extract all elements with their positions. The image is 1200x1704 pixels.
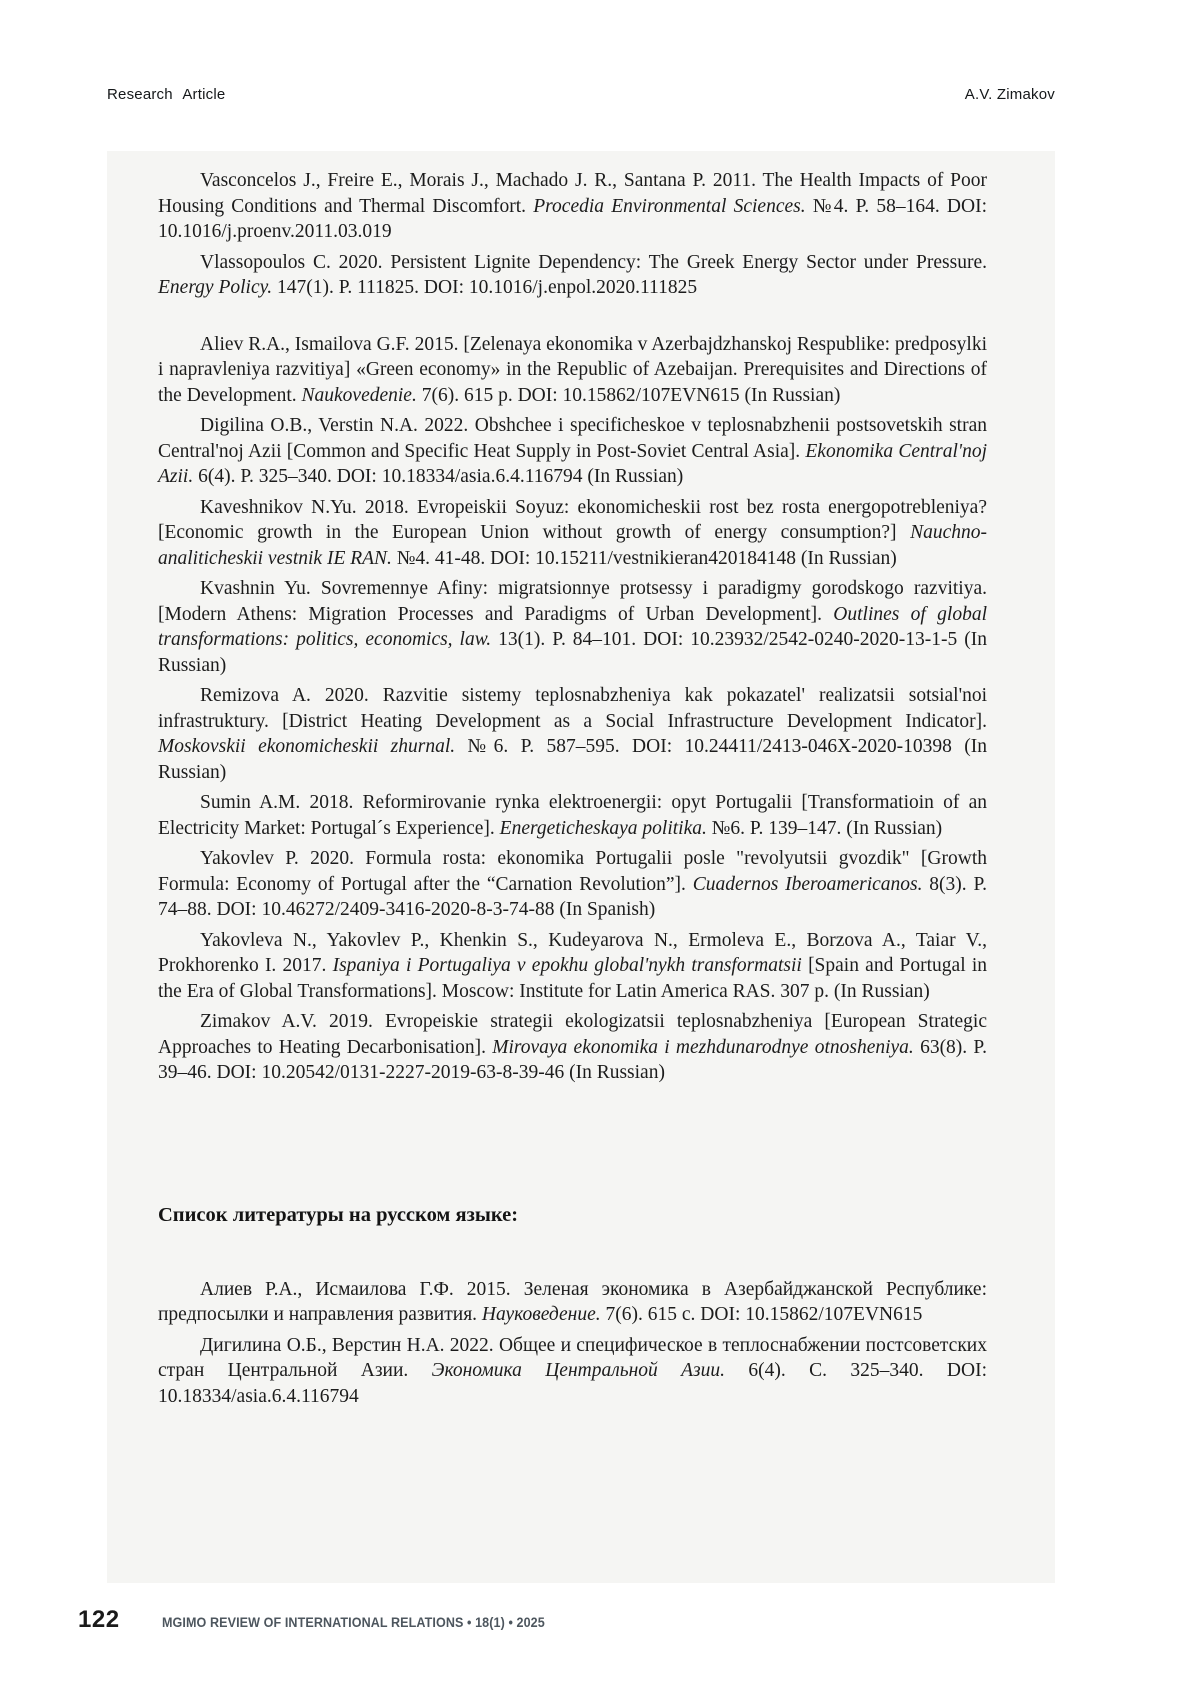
reference-item: Yakovlev P. 2020. Formula rosta: ekonomika Portugalii posle "revolyutsii gvozdik" [Growth Formula: Economy of Portugal after the “Carnation Revolution”]. Cuadernos Iberoamericanos. 8(3). P. 74–88. DOI: 10.46272/2409-3416-2020-8-3-74-88 (In Spanish) bbox=[158, 848, 987, 920]
journal-footer-line: MGIMO REVIEW OF INTERNATIONAL RELATIONS • 18(1) • 2025 bbox=[161, 1615, 545, 1630]
references-panel bbox=[107, 151, 1055, 1583]
reference-item: Vlassopoulos C. 2020. Persistent Lignite Dependency: The Greek Energy Sector under Pressure. Energy Policy. 147(1). P. 111825. DOI: 10.1016/j.enpol.2020.111825 bbox=[158, 251, 987, 298]
reference-item: Aliev R.A., Ismailova G.F. 2015. [Zelenaya ekonomika v Azerbajdzhanskoj Respublike: predposylki i napravleniya razvitiya] «Green economy» in the Republic of Azebaijan. Prerequisites and Directions of the Development. Naukovedenie. 7(6). 615 p. DOI: 10.15862/107EVN615 (In Russian) bbox=[158, 333, 987, 406]
references-group-international bbox=[158, 168, 987, 301]
reference-item: Digilina O.B., Verstin N.A. 2022. Obshchee i specificheskoe v teplosnabzhenii postsovetskih stran Central'noj Azii [Common and Specific Heat Supply in Post-Soviet Central Asia]. Ekonomika Central'noj Azii. 6(4). P. 325–340. DOI: 10.18334/asia.6.4.116794 (In Russian) bbox=[158, 415, 987, 487]
references-text-column bbox=[158, 168, 987, 1409]
reference-item: Vasconcelos J., Freire E., Morais J., Machado J. R., Santana P. 2011. The Health Impacts of Poor Housing Conditions and Thermal Discomfort. Procedia Environmental Sciences. №4. P. 58–164. DOI: 10.1016/j.proenv.2011.03.019 bbox=[158, 170, 987, 242]
reference-item: Kvashnin Yu. Sovremennye Afiny: migratsionnye protsessy i paradigmy gorodskogo razvitiya. [Modern Athens: Migration Processes and Paradigms of Urban Development]. Outlines of global transformations: politics, economics, law. 13(1). P. 84–101. DOI: 10.23932/2542-0240-2020-13-1-5 (In Russian) bbox=[158, 578, 987, 676]
page-header bbox=[107, 86, 1055, 103]
russian-references-heading: Список литературы на русском языке: bbox=[158, 1203, 519, 1226]
section-spacer bbox=[158, 306, 987, 332]
reference-item: Алиев Р.А., Исмаилова Г.Ф. 2015. Зеленая экономика в Азербайджанской Республике: предпосылки и направления развития. Науковедение. 7(6). 615 с. DOI: 10.15862/107EVN615 bbox=[158, 1278, 987, 1325]
reference-item: Kaveshnikov N.Yu. 2018. Evropeiskii Soyuz: ekonomicheskii rost bez rosta energopotrebleniya? [Economic growth in the European Union without growth of energy consumption?] Nauchno-analiticheskii vestnik IE RAN. №4. 41-48. DOI: 10.15211/vestnikieran420184148 (In Russian) bbox=[158, 496, 987, 569]
reference-item: Zimakov A.V. 2019. Evropeiskie strategii ekologizatsii teplosnabzheniya [European Strategic Approaches to Heating Decarbonisation]. Mirovaya ekonomika i mezhdunarodnye otnosheniya. 63(8). P. 39–46. DOI: 10.20542/0131-2227-2019-63-8-39-46 (In Russian) bbox=[158, 1011, 987, 1083]
page-number: 122 bbox=[78, 1606, 120, 1633]
reference-item: Дигилина О.Б., Верстин Н.А. 2022. Общее и специфическое в теплоснабжении постсоветских стран Центральной Азии. Экономика Центральной Азии. 6(4). С. 325–340. DOI: 10.18334/asia.6.4.116794 bbox=[158, 1334, 987, 1407]
reference-item: Yakovleva N., Yakovlev P., Khenkin S., Kudeyarova N., Ermoleva E., Borzova A., Taiar V., Prokhorenko I. 2017. Ispaniya i Portugaliya v epokhu global'nykh transformatsii [Spain and Portugal in the Era of Global Transformations]. Moscow: Institute for Latin America RAS. 307 p. (In Russian) bbox=[158, 929, 987, 1002]
page-footer bbox=[78, 1606, 573, 1634]
author-name: A.V. Zimakov bbox=[964, 86, 1055, 103]
reference-item: Sumin A.M. 2018. Reformirovanie rynka elektroenergii: opyt Portugalii [Transformatioin of an Electricity Market: Portugal´s Experience]. Energeticheskaya politika. №6. P. 139–147. (In Russian) bbox=[158, 792, 987, 839]
reference-item: Remizova A. 2020. Razvitie sistemy teplosnabzheniya kak pokazatel' realizatsii sotsial'noi infrastruktury. [District Heating Development as a Social Infrastructure Development Indicator]. Moskovskii ekonomicheskii zhurnal. №6. P. 587–595. DOI: 10.24411/2413-046X-2020-10398 (In Russian) bbox=[158, 685, 987, 783]
article-type-label: Research Article bbox=[107, 86, 226, 103]
references-group-transliterated bbox=[158, 332, 987, 1086]
references-group-russian bbox=[158, 1277, 987, 1410]
